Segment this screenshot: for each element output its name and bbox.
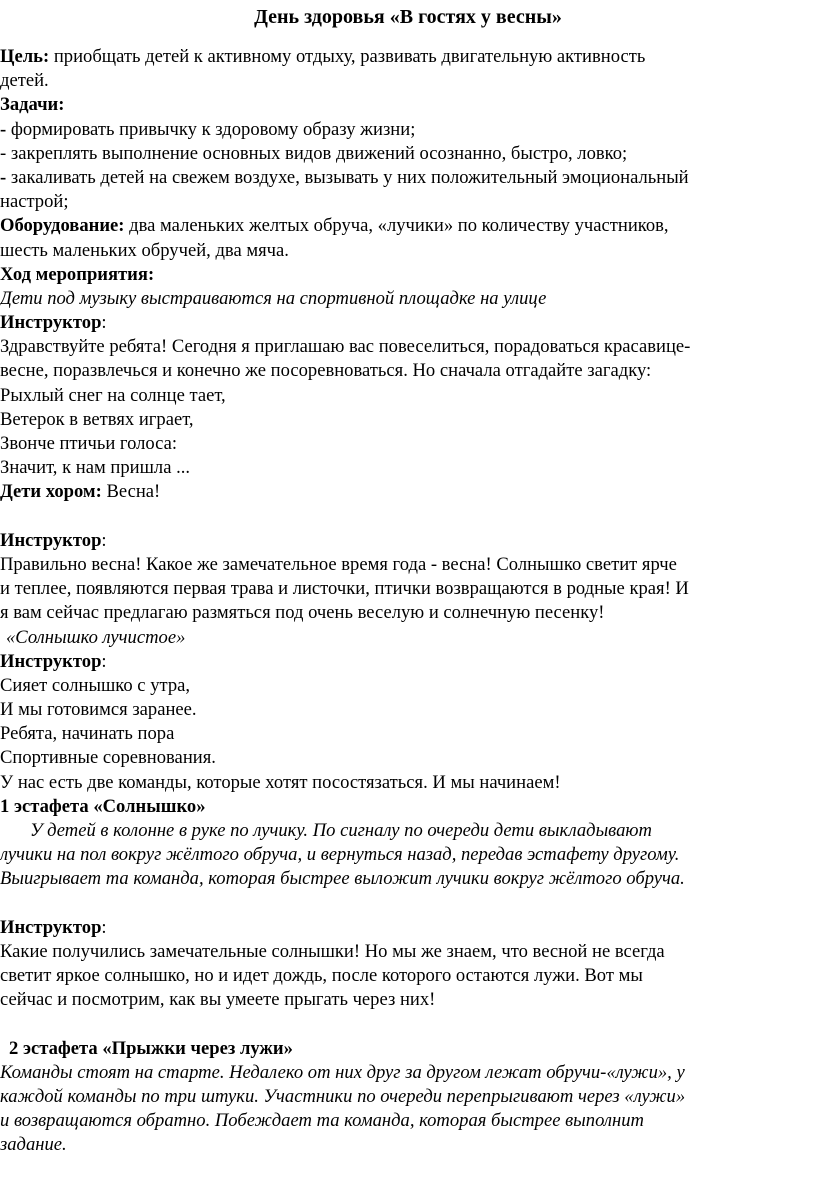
spacer bbox=[0, 892, 816, 916]
relay2-line: задание. bbox=[0, 1134, 67, 1156]
song-title: «Солнышко лучистое» bbox=[6, 626, 186, 648]
relay1-line: У детей в колонне в руке по лучику. По сигналу по очереди дети выкладывают bbox=[30, 820, 652, 841]
speech-line: весне, поразвлечься и конечно же посоревноваться. Но сначала отгадайте загадку: bbox=[0, 360, 652, 382]
poem-line: Ветерок в ветвях играет, bbox=[0, 408, 194, 430]
tasks-label: Задачи: bbox=[0, 94, 65, 116]
event-intro: Дети под музыку выстраиваются на спортивной площадке на улице bbox=[0, 287, 547, 309]
equipment-label: Оборудование: bbox=[0, 215, 125, 237]
task-item: - формировать привычку к здоровому образу жизни; bbox=[0, 118, 416, 140]
goal-label: Цель: bbox=[0, 46, 50, 67]
speech-line: и теплее, появляются первая трава и листочки, птички возвращаются в родные края! И bbox=[0, 578, 689, 600]
speech-line: светит яркое солнышко, но и идет дождь, после которого остаются лужи. Вот мы bbox=[0, 965, 643, 987]
relay1-title: 1 эстафета «Солнышко» bbox=[0, 795, 206, 817]
relay2-line: каждой команды по три штуки. Участники по очереди перепрыгивают через «лужи» bbox=[0, 1086, 686, 1108]
document-title: День здоровья «В гостях у весны» bbox=[254, 6, 562, 28]
poem-line: Рыхлый снег на солнце тает, bbox=[0, 384, 226, 406]
relay2-title: 2 эстафета «Прыжки через лужи» bbox=[9, 1037, 293, 1059]
poem-line: И мы готовимся заранее. bbox=[0, 699, 197, 721]
relay2-line: и возвращаются обратно. Побеждает та команда, которая быстрее выполнит bbox=[0, 1110, 644, 1132]
equipment-line-2: шесть маленьких обручей, два мяча. bbox=[0, 239, 289, 261]
poem-line: Ребята, начинать пора bbox=[0, 723, 175, 745]
relay1-line: лучики на пол вокруг жёлтого обруча, и вернуться назад, передав эстафету другому. bbox=[0, 844, 680, 866]
instructor-heading: Инструктор: bbox=[0, 312, 107, 334]
speech-line: Какие получились замечательные солнышки! Но мы же знаем, что весной не всегда bbox=[0, 940, 665, 962]
speech-line: Здравствуйте ребята! Сегодня я приглашаю вас повеселиться, порадоваться красавице- bbox=[0, 336, 691, 358]
event-label: Ход мероприятия: bbox=[0, 263, 155, 285]
poem-line: Звонче птичьи голоса: bbox=[0, 433, 178, 454]
children-line: Дети хором: Весна! bbox=[0, 481, 161, 503]
relay2-line: Команды стоят на старте. Недалеко от них друг за другом лежат обручи-«лужи», у bbox=[0, 1061, 685, 1083]
goal-line-2: детей. bbox=[0, 70, 49, 92]
task-continuation: настрой; bbox=[0, 191, 69, 213]
instructor-heading: Инструктор: bbox=[0, 529, 107, 551]
document-body bbox=[0, 45, 816, 1158]
speech-line: У нас есть две команды, которые хотят посостязаться. И мы начинаем! bbox=[0, 771, 561, 793]
poem-line: Сияет солнышко с утра, bbox=[0, 674, 191, 696]
spacer bbox=[0, 505, 816, 529]
equipment-line-1: Оборудование: два маленьких желтых обруча, «лучики» по количеству участников, bbox=[0, 215, 669, 237]
task-item: - закаливать детей на свежем воздухе, вызывать у них положительный эмоциональный bbox=[0, 166, 689, 188]
speech-line: Правильно весна! Какое же замечательное время года - весна! Солнышко светит ярче bbox=[0, 553, 677, 575]
poem-line: Значит, к нам пришла ... bbox=[0, 457, 191, 479]
instructor-heading: Инструктор: bbox=[0, 916, 107, 938]
speech-line: сейчас и посмотрим, как вы умеете прыгать через них! bbox=[0, 989, 436, 1011]
goal-line-1 bbox=[0, 45, 816, 69]
relay1-line: Выигрывает та команда, которая быстрее выложит лучики вокруг жёлтого обруча. bbox=[0, 868, 685, 890]
speech-line: я вам сейчас предлагаю размяться под очень веселую и солнечную песенку! bbox=[0, 602, 605, 624]
poem-line: Спортивные соревнования. bbox=[0, 747, 216, 769]
goal-text-1: приобщать детей к активному отдыху, развивать двигательную активность bbox=[49, 46, 646, 67]
instructor-heading: Инструктор: bbox=[0, 650, 107, 672]
spacer bbox=[0, 1013, 816, 1037]
task-item: - закреплять выполнение основных видов движений осознанно, быстро, ловко; bbox=[0, 142, 628, 164]
children-label: Дети хором: bbox=[0, 481, 102, 503]
